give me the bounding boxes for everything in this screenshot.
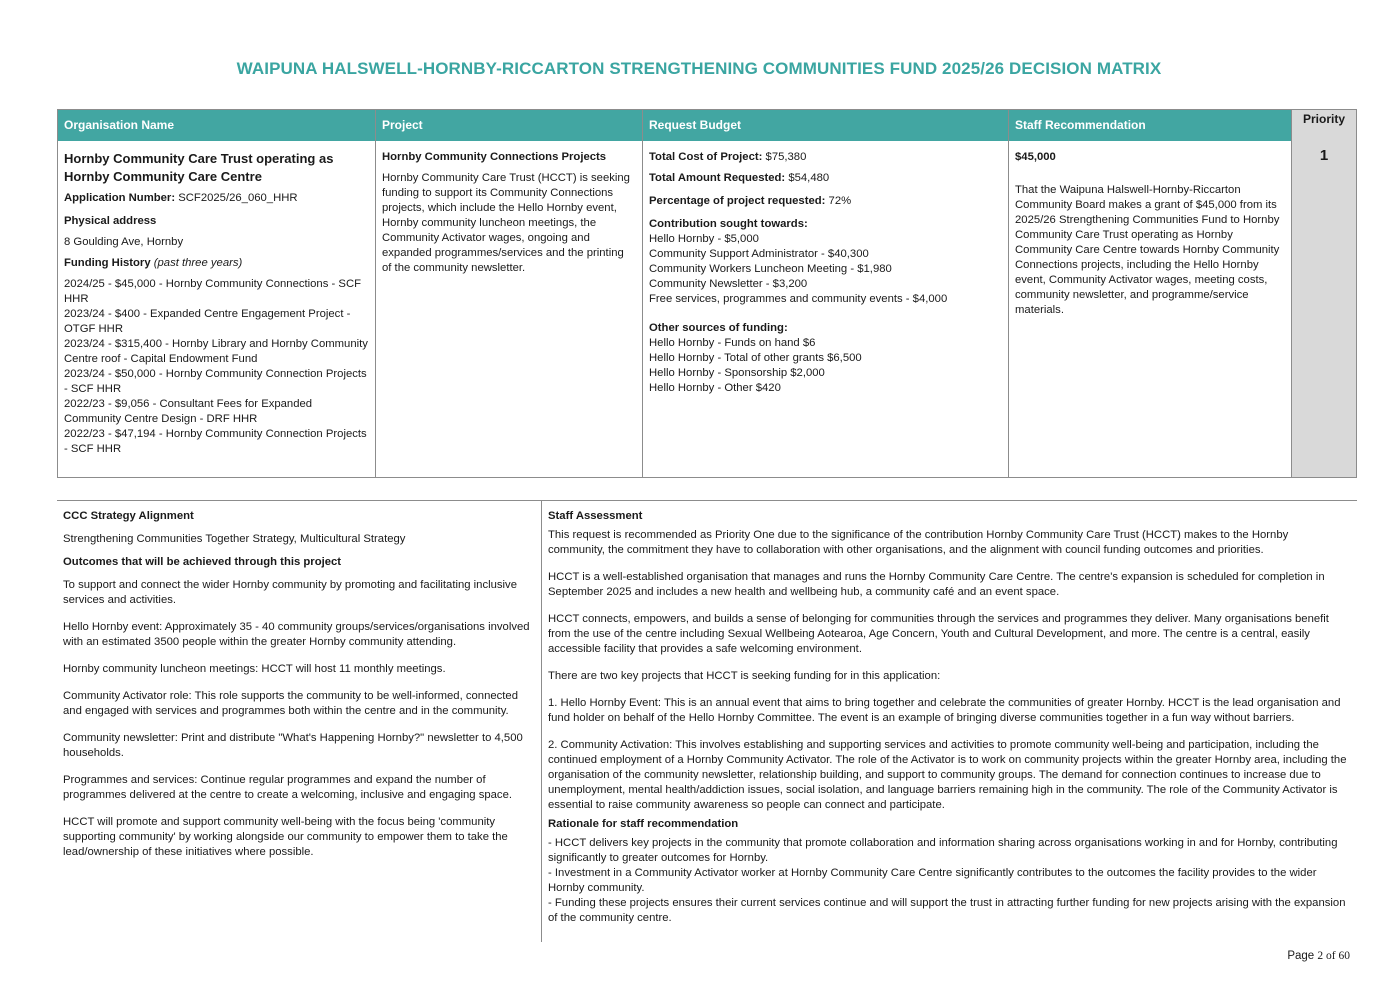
outcome-item: Programmes and services: Continue regular programmes and expand the number of programmes delivered at the centre to create a welcoming, inclusive and engaging space.	[63, 774, 512, 801]
physical-address: 8 Goulding Ave, Hornby	[64, 236, 184, 248]
page-number	[1287, 950, 1350, 962]
physical-address-label: Physical address	[64, 215, 157, 227]
funding-history-item: 2024/25 - $45,000 - Hornby Community Connections - SCF HHR	[64, 278, 362, 305]
outcome-item: To support and connect the wider Hornby community by promoting and facilitating inclusive services and activities.	[63, 579, 517, 606]
total-cost-label: Total Cost of Project:	[649, 151, 763, 163]
strategy-alignment-heading: CCC Strategy Alignment	[63, 510, 194, 522]
priority-value: 1	[1319, 147, 1329, 164]
percentage-label: Percentage of project requested:	[649, 195, 826, 207]
recommendation-text: That the Waipuna Halswell-Hornby-Riccarton Community Board makes a grant of $45,000 from its 2025/26 Strengthening Communities Fund to Hornby Community Care Trust operating as Hornby Community Care Centre towards Hornby Community Connections projects, including the Hello Hornby event, Community Activator wages, meeting costs, community newsletter, and programme/service materials.	[1015, 184, 1280, 316]
rationale-item: - Investment in a Community Activator worker at Hornby Community Care Centre significantly contributes to the outcomes the facility provides to the wider Hornby community.	[548, 867, 1317, 894]
outcome-item: HCCT will promote and support community well-being with the focus being 'community supporting community' by working alongside our community to empower them to take the lead/ownership of these initiatives where possible.	[63, 816, 508, 858]
rationale-item: - Funding these projects ensures their current services continue and will support the trust in attracting further funding for new projects arising with the expansion of the community centre.	[548, 897, 1346, 924]
outcome-item: Community newsletter: Print and distribute "What's Happening Hornby?" newsletter to 4,500 households.	[63, 732, 523, 759]
contribution-item: Community Newsletter - $3,200	[649, 278, 808, 290]
rationale-heading: Rationale for staff recommendation	[548, 818, 739, 830]
outcomes-heading: Outcomes that will be achieved through this project	[63, 556, 342, 568]
funding-history-item: 2022/23 - $47,194 - Hornby Community Connection Projects - SCF HHR	[64, 428, 367, 455]
priority-column	[1292, 110, 1356, 477]
application-number-value: SCF2025/26_060_HHR	[178, 192, 298, 204]
outcome-item: Hello Hornby event: Approximately 35 - 40 community groups/services/organisations involved with an estimated 3500 people within the greater Hornby community attending.	[63, 621, 530, 648]
funding-history-item: 2023/24 - $400 - Expanded Centre Engagement Project - OTGF HHR	[64, 308, 351, 335]
column-divider	[541, 501, 542, 942]
contribution-item: Community Workers Luncheon Meeting - $1,980	[649, 263, 892, 275]
total-cost-value: $75,380	[765, 151, 807, 163]
funding-history-note: (past three years)	[153, 257, 243, 269]
assessment-paragraph: 2. Community Activation: This involves establishing and supporting services and activities to promote community well-being and participation, including the continued employment of a Hornby Community Activator. The role of the Activator is to work on community projects within the greater Hornby area, including the organisation of the community newsletter, relationship building, and support to community groups. The demand for connection continues to increase due to unemployment, mental health/addiction issues, social isolation, and language barriers remaining high in the community. The role of the Community Activator is essential to raise community awareness so people can connect and participate.	[548, 739, 1347, 811]
other-funding-item: Hello Hornby - Sponsorship $2,000	[649, 367, 825, 379]
page-count: 2 of 60	[1317, 950, 1350, 962]
assessment-paragraph: This request is recommended as Priority One due to the significance of the contribution Hornby Community Care Trust (HCCT) makes to the Hornby community, the commitment they have to collaboration with other organisations, and the alignment with council funding outcomes and priorities.	[548, 529, 1289, 556]
recommended-amount: $45,000	[1015, 151, 1056, 163]
organisation-header: Organisation Name	[58, 110, 375, 141]
staff-recommendation-column	[1009, 110, 1292, 477]
total-requested	[649, 171, 1002, 186]
funding-history-item: 2023/24 - $50,000 - Hornby Community Connection Projects - SCF HHR	[64, 368, 367, 395]
application-number	[64, 191, 369, 206]
percentage-requested	[649, 194, 1002, 209]
rationale-item: - HCCT delivers key projects in the community that promote collaboration and information sharing across organisations working in and for Hornby, contributing significantly to greater outcomes for Hornby.	[548, 837, 1338, 864]
total-cost	[649, 150, 1002, 165]
contribution-item: Hello Hornby - $5,000	[649, 233, 759, 245]
funding-history-item: 2022/23 - $9,056 - Consultant Fees for Expanded Community Centre Design - DRF HHR	[64, 398, 313, 425]
document-title: WAIPUNA HALSWELL-HORNBY-RICCARTON STRENGTHENING COMMUNITIES FUND 2025/26 DECISION MATRIX	[236, 59, 1162, 78]
other-funding-item: Hello Hornby - Total of other grants $6,500	[649, 352, 862, 364]
assessment-paragraph: HCCT is a well-established organisation that manages and runs the Hornby Community Care Centre. The centre's expansion is scheduled for completion in September 2025 and includes a new health and wellbeing hub, a community café and an event space.	[548, 571, 1325, 598]
organisation-column	[58, 110, 376, 477]
funding-history-heading	[64, 256, 369, 271]
contribution-item: Community Support Administrator - $40,300	[649, 248, 869, 260]
total-requested-value: $54,480	[788, 172, 830, 184]
staff-assessment-heading: Staff Assessment	[548, 510, 643, 522]
other-funding-item: Hello Hornby - Other $420	[649, 382, 781, 394]
section-divider	[57, 500, 1357, 501]
total-requested-label: Total Amount Requested:	[649, 172, 786, 184]
project-header: Project	[376, 110, 642, 141]
other-funding-item: Hello Hornby - Funds on hand $6	[649, 337, 816, 349]
application-number-label: Application Number:	[64, 192, 176, 204]
page-label: Page	[1287, 950, 1315, 962]
assessment-paragraph: HCCT connects, empowers, and builds a sense of belonging for communities through the services and programmes they deliver. Many organisations benefit from the use of the centre including Sexual Wellbeing Aotearoa, Age Concern, Youth and Cultural Development, and more. The centre is a central, easily accessible facility that provides a safe welcoming environment.	[548, 613, 1329, 655]
funding-history-item: 2023/24 - $315,400 - Hornby Library and Hornby Community Centre roof - Capital Endowment Fund	[64, 338, 368, 365]
priority-header: Priority	[1302, 112, 1345, 126]
other-funding-label: Other sources of funding:	[649, 322, 788, 334]
organisation-name: Hornby Community Care Trust operating as Hornby Community Care Centre	[64, 151, 334, 184]
project-title: Hornby Community Connections Projects	[382, 151, 607, 163]
budget-column	[643, 110, 1009, 477]
project-description: Hornby Community Care Trust (HCCT) is seeking funding to support its Community Connections projects, which include the Hello Hornby event, Hornby community luncheon meetings, the Community Activator wages, ongoing and expanded programmes/services and the printing of the community newsletter.	[382, 172, 630, 274]
strategy-alignment-section	[63, 509, 535, 872]
assessment-paragraph: There are two key projects that HCCT is seeking funding for in this application:	[548, 670, 941, 682]
contribution-item: Free services, programmes and community events - $4,000	[649, 293, 948, 305]
decision-matrix-table	[57, 109, 1357, 478]
contribution-label: Contribution sought towards:	[649, 218, 808, 230]
outcome-item: Hornby community luncheon meetings: HCCT will host 11 monthly meetings.	[63, 663, 446, 675]
assessment-paragraph: 1. Hello Hornby Event: This is an annual event that aims to bring together and celebrate the communities of greater Hornby. HCCT is the lead organisation and fund holder on behalf of the Hello Hornby Committee. The event is an example of bringing diverse communities together in a fun way without barriers.	[548, 697, 1341, 724]
project-column	[376, 110, 643, 477]
staff-recommendation-header: Staff Recommendation	[1009, 110, 1291, 141]
strategies: Strengthening Communities Together Strategy, Multicultural Strategy	[63, 533, 406, 545]
outcome-item: Community Activator role: This role supports the community to be well-informed, connected and engaged with services and programmes both within the centre and in the community.	[63, 690, 519, 717]
percentage-value: 72%	[828, 195, 852, 207]
funding-history-label: Funding History	[64, 257, 151, 269]
staff-assessment-section	[548, 509, 1348, 926]
budget-header: Request Budget	[643, 110, 1008, 141]
